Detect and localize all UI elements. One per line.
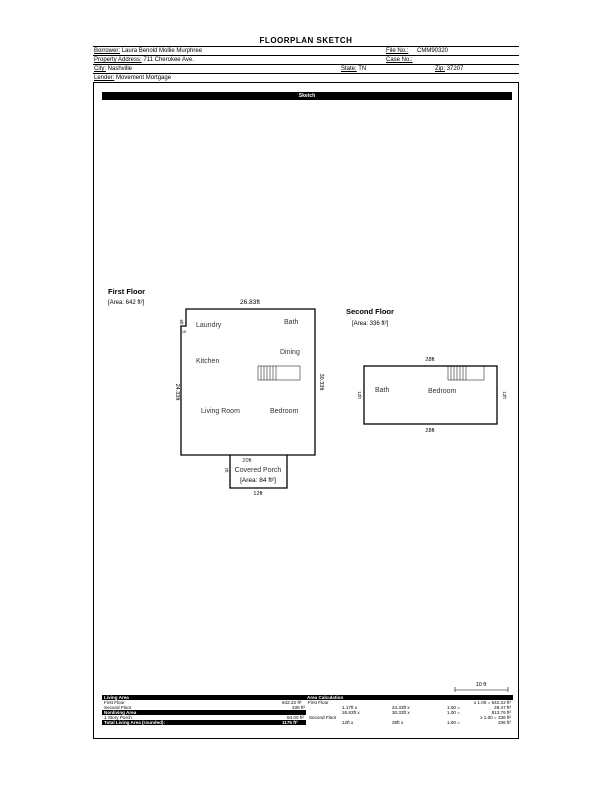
first-floor-outline [181,309,315,455]
living-area-label: Living Area [104,695,129,700]
second-floor-title: Second Floor [346,307,394,316]
borrower-value: Laura Benold Mollie Murphree [121,48,203,54]
porch-dim-top: 20ft [242,458,252,464]
area-table [102,695,513,735]
row-c: 1.00 = [447,705,460,710]
file-value: CMM90320 [417,48,449,54]
row-result: 336 ft² [497,720,511,725]
lender-value: Movement Mortgage [116,75,172,81]
first-floor-title: First Floor [108,287,146,296]
city-label: City: [94,66,106,72]
room-bath-1: Bath [284,319,299,326]
first-floor-dim-right: 30.33ft [318,373,324,391]
room-kitchen: Kitchen [196,358,220,365]
table-total-row [102,720,513,725]
first-floor-dim-small: 6ft [179,319,184,325]
row-value: 336 ft² [292,705,306,710]
row-a: 26.83ft x [342,710,360,715]
row-b: 30.33ft x [392,710,410,715]
borrower-label: Borrower: [94,48,121,54]
row-value: 84.00 ft² [287,715,304,720]
first-floor-dim-left: 24.33ft [174,383,180,401]
porch-dim-bottom: 12ft [253,491,263,497]
room-living: Living Room [201,408,240,415]
row-result: 813.76 ft² [491,710,511,715]
first-floor-dim-small2: 1ft [182,330,186,334]
scale-label: 10 ft [475,682,487,688]
second-floor-dim-right: 12ft [502,391,507,399]
file-label: File No.: [386,48,409,54]
address-label: Property Address: [94,57,142,63]
total-label: Total Living Area (rounded): [104,720,165,725]
second-floor-area: [Area: 336 ft²] [352,321,389,327]
sketch-bar: Sketch [102,92,512,100]
room-laundry: Laundry [196,322,222,329]
room-dining: Dining [280,349,300,356]
zip-label: Zip: [435,66,446,72]
room-bedroom-2: Bedroom [428,388,457,395]
row-name: First Floor [104,700,125,705]
row-result: x 1.00 = 336 ft² [480,715,511,720]
nonliving-area-label: Nonliving Area [104,710,137,715]
document-title: FLOORPLAN SKETCH [259,36,353,45]
second-floor-stairs [448,366,484,380]
first-floor-area: [Area: 642 ft²] [108,300,145,306]
porch-label: Covered Porch [234,467,282,474]
row-result: 28.47 ft² [494,705,511,710]
row-a: 1.17ft x [342,705,358,710]
second-floor-dim-top: 28ft [425,357,435,363]
porch-dim-side: 7ft [224,467,229,473]
row-calc-name: Second Floor [309,715,337,720]
second-floor-dim-left: 12ft [357,391,362,399]
total-value: 1175 ft² [282,720,298,725]
state-label: State: [341,66,357,72]
room-bath-2: Bath [375,387,390,394]
row-a: 12ft x [342,720,354,725]
row-b: 28ft x [392,720,404,725]
row-b: 24.33ft x [392,705,410,710]
row-value: 642.22 ft² [282,700,302,705]
lender-label: Lender: [94,75,115,81]
room-bedroom-1: Bedroom [270,408,299,415]
first-floor-stairs [258,366,300,380]
row-name: Second Floor [104,705,132,710]
row-result: x 1.00 = 642.22 ft² [473,700,511,705]
state-value: TN [358,66,367,72]
case-label: Case No.: [386,57,413,63]
row-name: 1 Story Porch [104,715,132,720]
first-floor-dim-top: 26.83ft [240,299,260,306]
address-value: 711 Cherokee Ave. [143,57,194,63]
porch-area: [Area: 84 ft²] [240,477,276,484]
second-floor-outline [364,366,497,424]
row-calc-name: First Floor [308,700,329,705]
second-floor-dim-bottom: 28ft [425,428,435,434]
zip-value: 37207 [446,66,464,72]
row-c: 1.00 = [447,720,460,725]
area-calculation-label: Area Calculation [307,695,344,700]
city-value: Nashville [107,66,133,72]
row-c: 1.00 = [447,710,460,715]
